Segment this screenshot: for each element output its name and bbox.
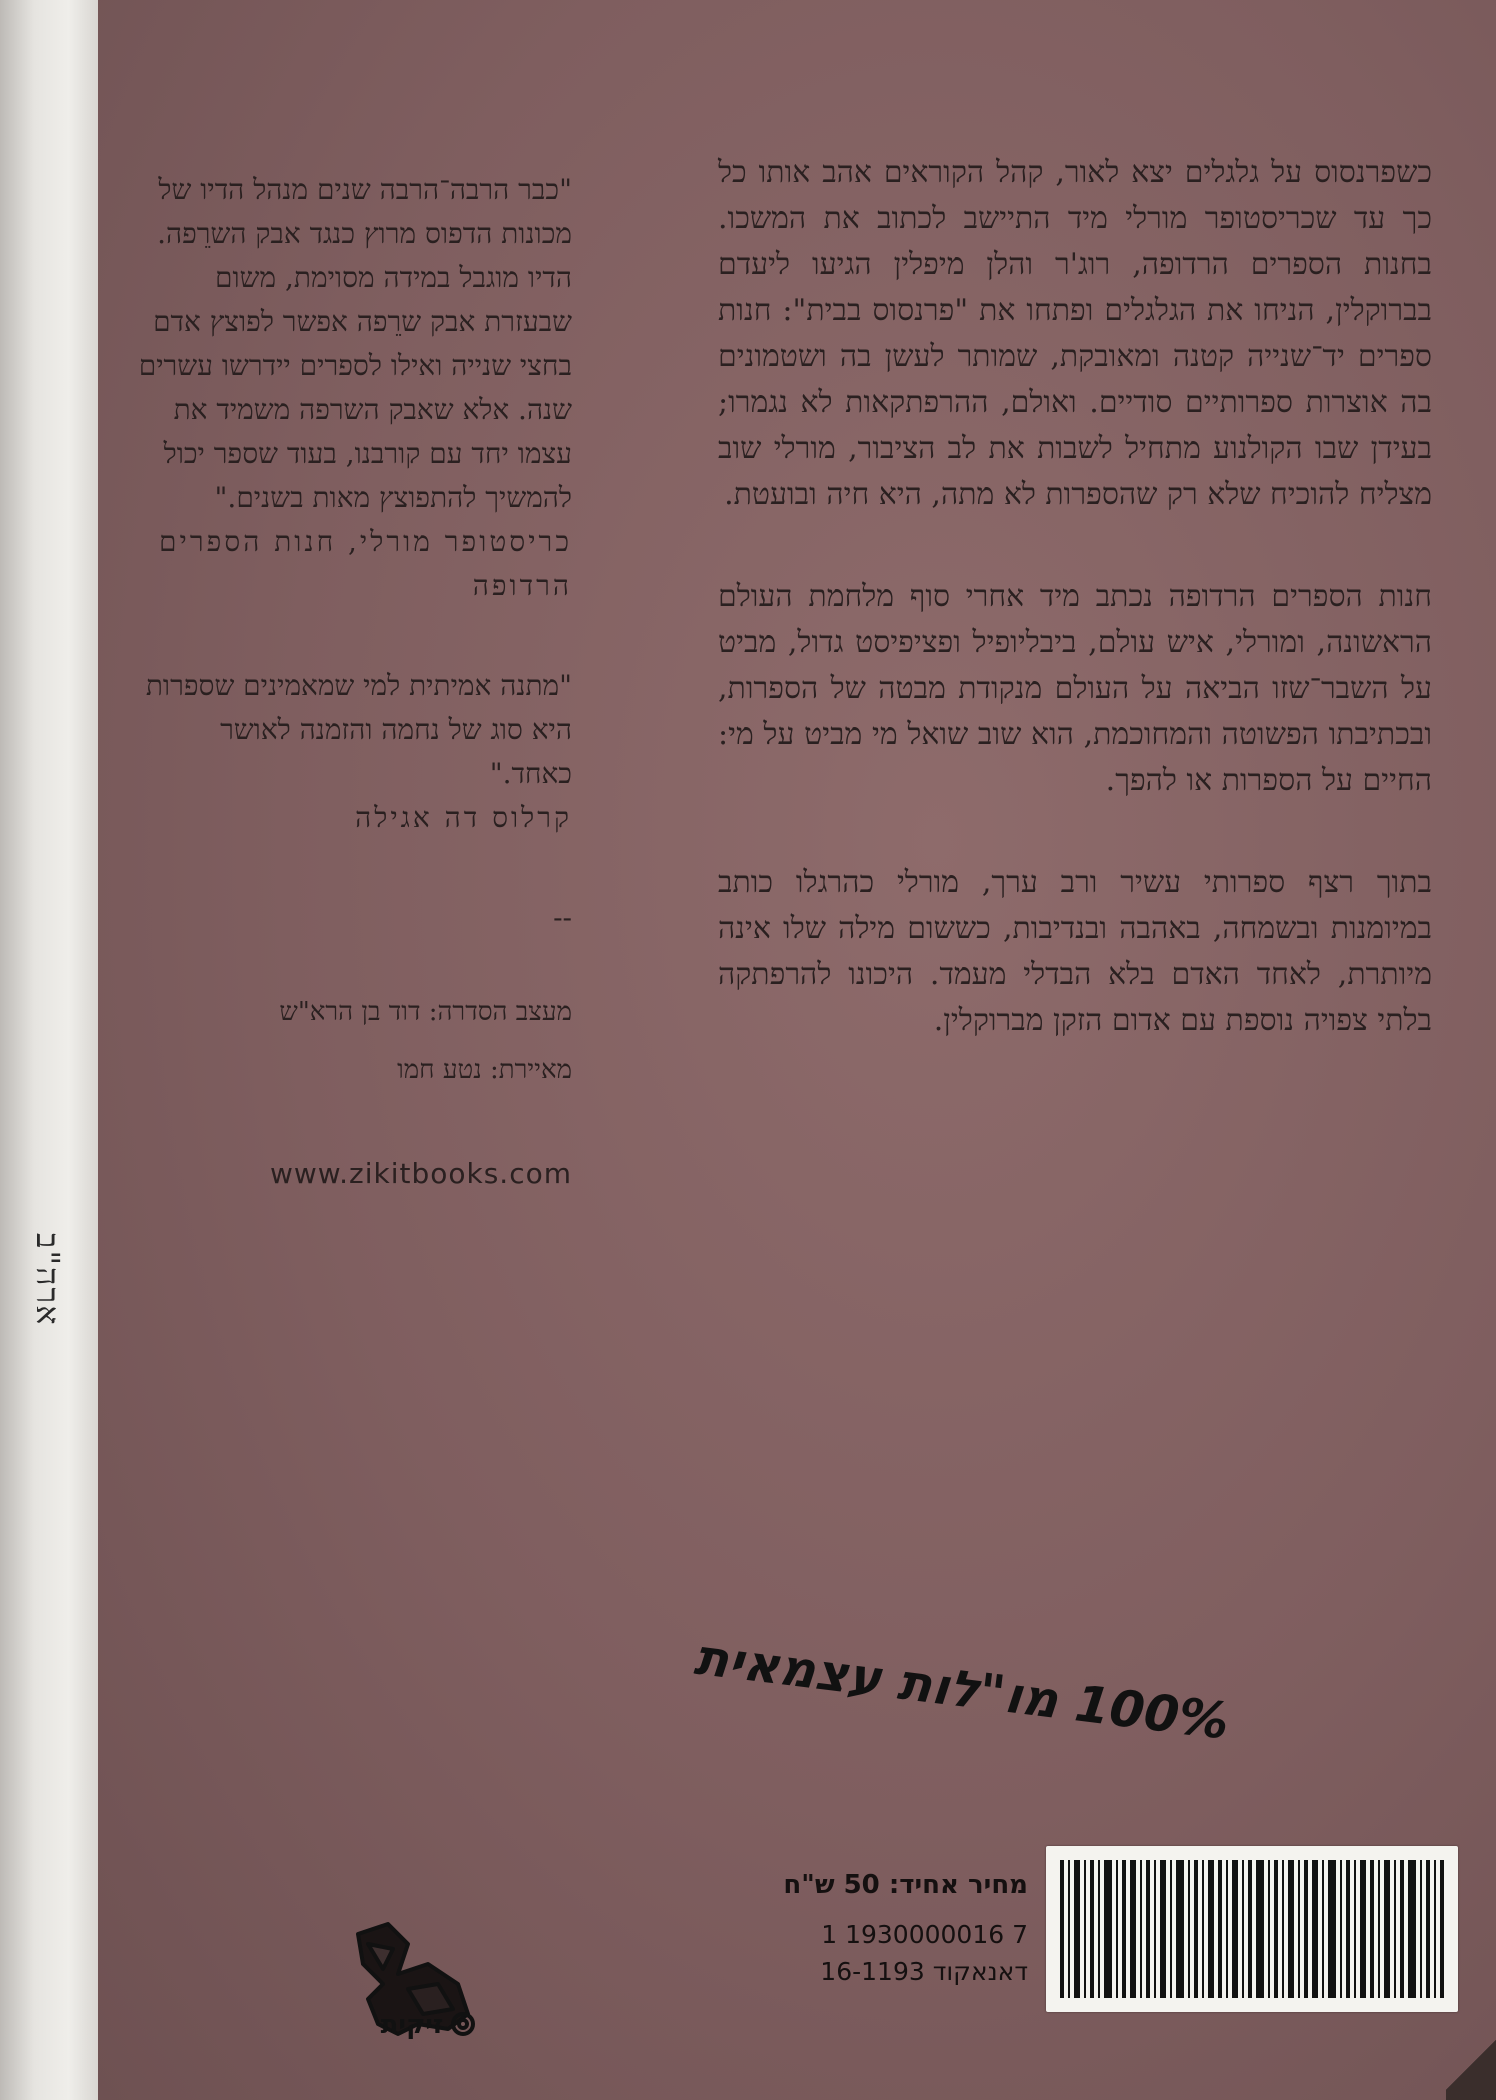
independent-publishing-stamp: 100% מו"לות עצמאית bbox=[691, 1627, 1233, 1751]
description-paragraph-2: חנות הספרים הרדופה נכתב מיד אחרי סוף מלחמת העולם הראשונה, ומורלי, איש עולם, ביבליופיל ופציפיסט גדול, מביט על השבר־שזו הביאה על העולם מנקודת מבטה של הספרות, ובכתיבתו הפשוטה והמחוכמת, הוא שוב שואל מי מביט על מי: החיים על הספרות או להפך. bbox=[718, 579, 1432, 798]
book-spine bbox=[0, 0, 98, 2100]
isbn-number: 1 1930000016 7 bbox=[821, 1920, 1028, 1949]
danacode: דאנאקוד 16-1193 bbox=[820, 1957, 1028, 1986]
back-cover bbox=[98, 0, 1496, 2100]
price-block bbox=[658, 1870, 1028, 1994]
quote-aguila-attribution: קרלוס דה אגילה bbox=[355, 801, 572, 834]
publisher-website: www.zikitbooks.com bbox=[269, 1157, 572, 1190]
quote-morley-attribution: כריסטופר מורלי, חנות הספרים הרדופה bbox=[159, 525, 572, 602]
series-designer-credit: מעצב הסדרה: דוד בן הרא"ש bbox=[279, 997, 572, 1027]
quote-aguila bbox=[138, 664, 572, 840]
quote-morley bbox=[138, 168, 572, 608]
cover-corner-shadow bbox=[1446, 2030, 1496, 2100]
quote-aguila-text: "מתנה אמיתית למי שמאמינים שספרות היא סוג של נחמה והזמנה לאושר כאחד." bbox=[145, 669, 572, 790]
quote-morley-text: "כבר הרבה־הרבה שנים מנהל הדיו של מכונות הדפוס מרוץ כנגד אבק השרֵפה. הדיו מוגבל במידה מסוימת, משום שבעזרת אבק שרֵפה אפשר לפוצץ אדם בחצי שנייה ואילו לספרים יידרשו עשרים שנה. אלא שאבק השרפה משמיד את עצמו יחד עם קורבנו, בעוד שספר יכול להמשיך להתפוצץ מאות בשנים." bbox=[138, 173, 572, 514]
separator-dash: -- bbox=[553, 901, 572, 934]
quotes-column bbox=[138, 168, 572, 1196]
barcode-icon bbox=[1060, 1860, 1444, 1998]
barcode bbox=[1046, 1846, 1458, 2012]
illustrator-credit: מאיירת: נטע חמו bbox=[397, 1055, 572, 1085]
price-label: מחיר אחיד: 50 ש"ח bbox=[783, 1870, 1028, 1900]
description-column bbox=[718, 150, 1432, 1100]
description-paragraph-1: כשפרנסוס על גלגלים יצא לאור, קהל הקוראים אהב אותו כל כך עד שכריסטופר מורלי מיד התיישב לכתוב את המשכו. בחנות הספרים הרדופה, רוג'ר והלן מיפלין הגיעו ליעדם בברוקלין, הניחו את הגלגלים ופתחו את "פרנסוס בבית": חנות ספרים יד־שנייה קטנה ומאובקת, שמותר לעשן בה ושטמונים בה אוצרות ספרותיים סודיים. ואולם, ההרפתקאות לא נגמרו; בעידן שבו הקולנוע מתחיל לשבות את לב הציבור, מורלי שוב מצליח להוכיח שלא רק שהספרות לא מתה, היא חיה ובועטת. bbox=[718, 155, 1432, 512]
description-paragraph-3: בתוך רצף ספרותי עשיר ורב ערך, מורלי כהרגלו כותב במיומנות ובשמחה, באהבה ובנדיבות, כששום מילה שלו אינה מיותרת, לאחד האדם בלא הבדלי מעמד. היכונו להרפתקה בלתי צפויה נוספת עם אדום הזקן מברוקלין. bbox=[718, 865, 1432, 1038]
spine-label: ארה"ב bbox=[29, 1233, 67, 1327]
publisher-name: זיקית bbox=[380, 2010, 444, 2040]
